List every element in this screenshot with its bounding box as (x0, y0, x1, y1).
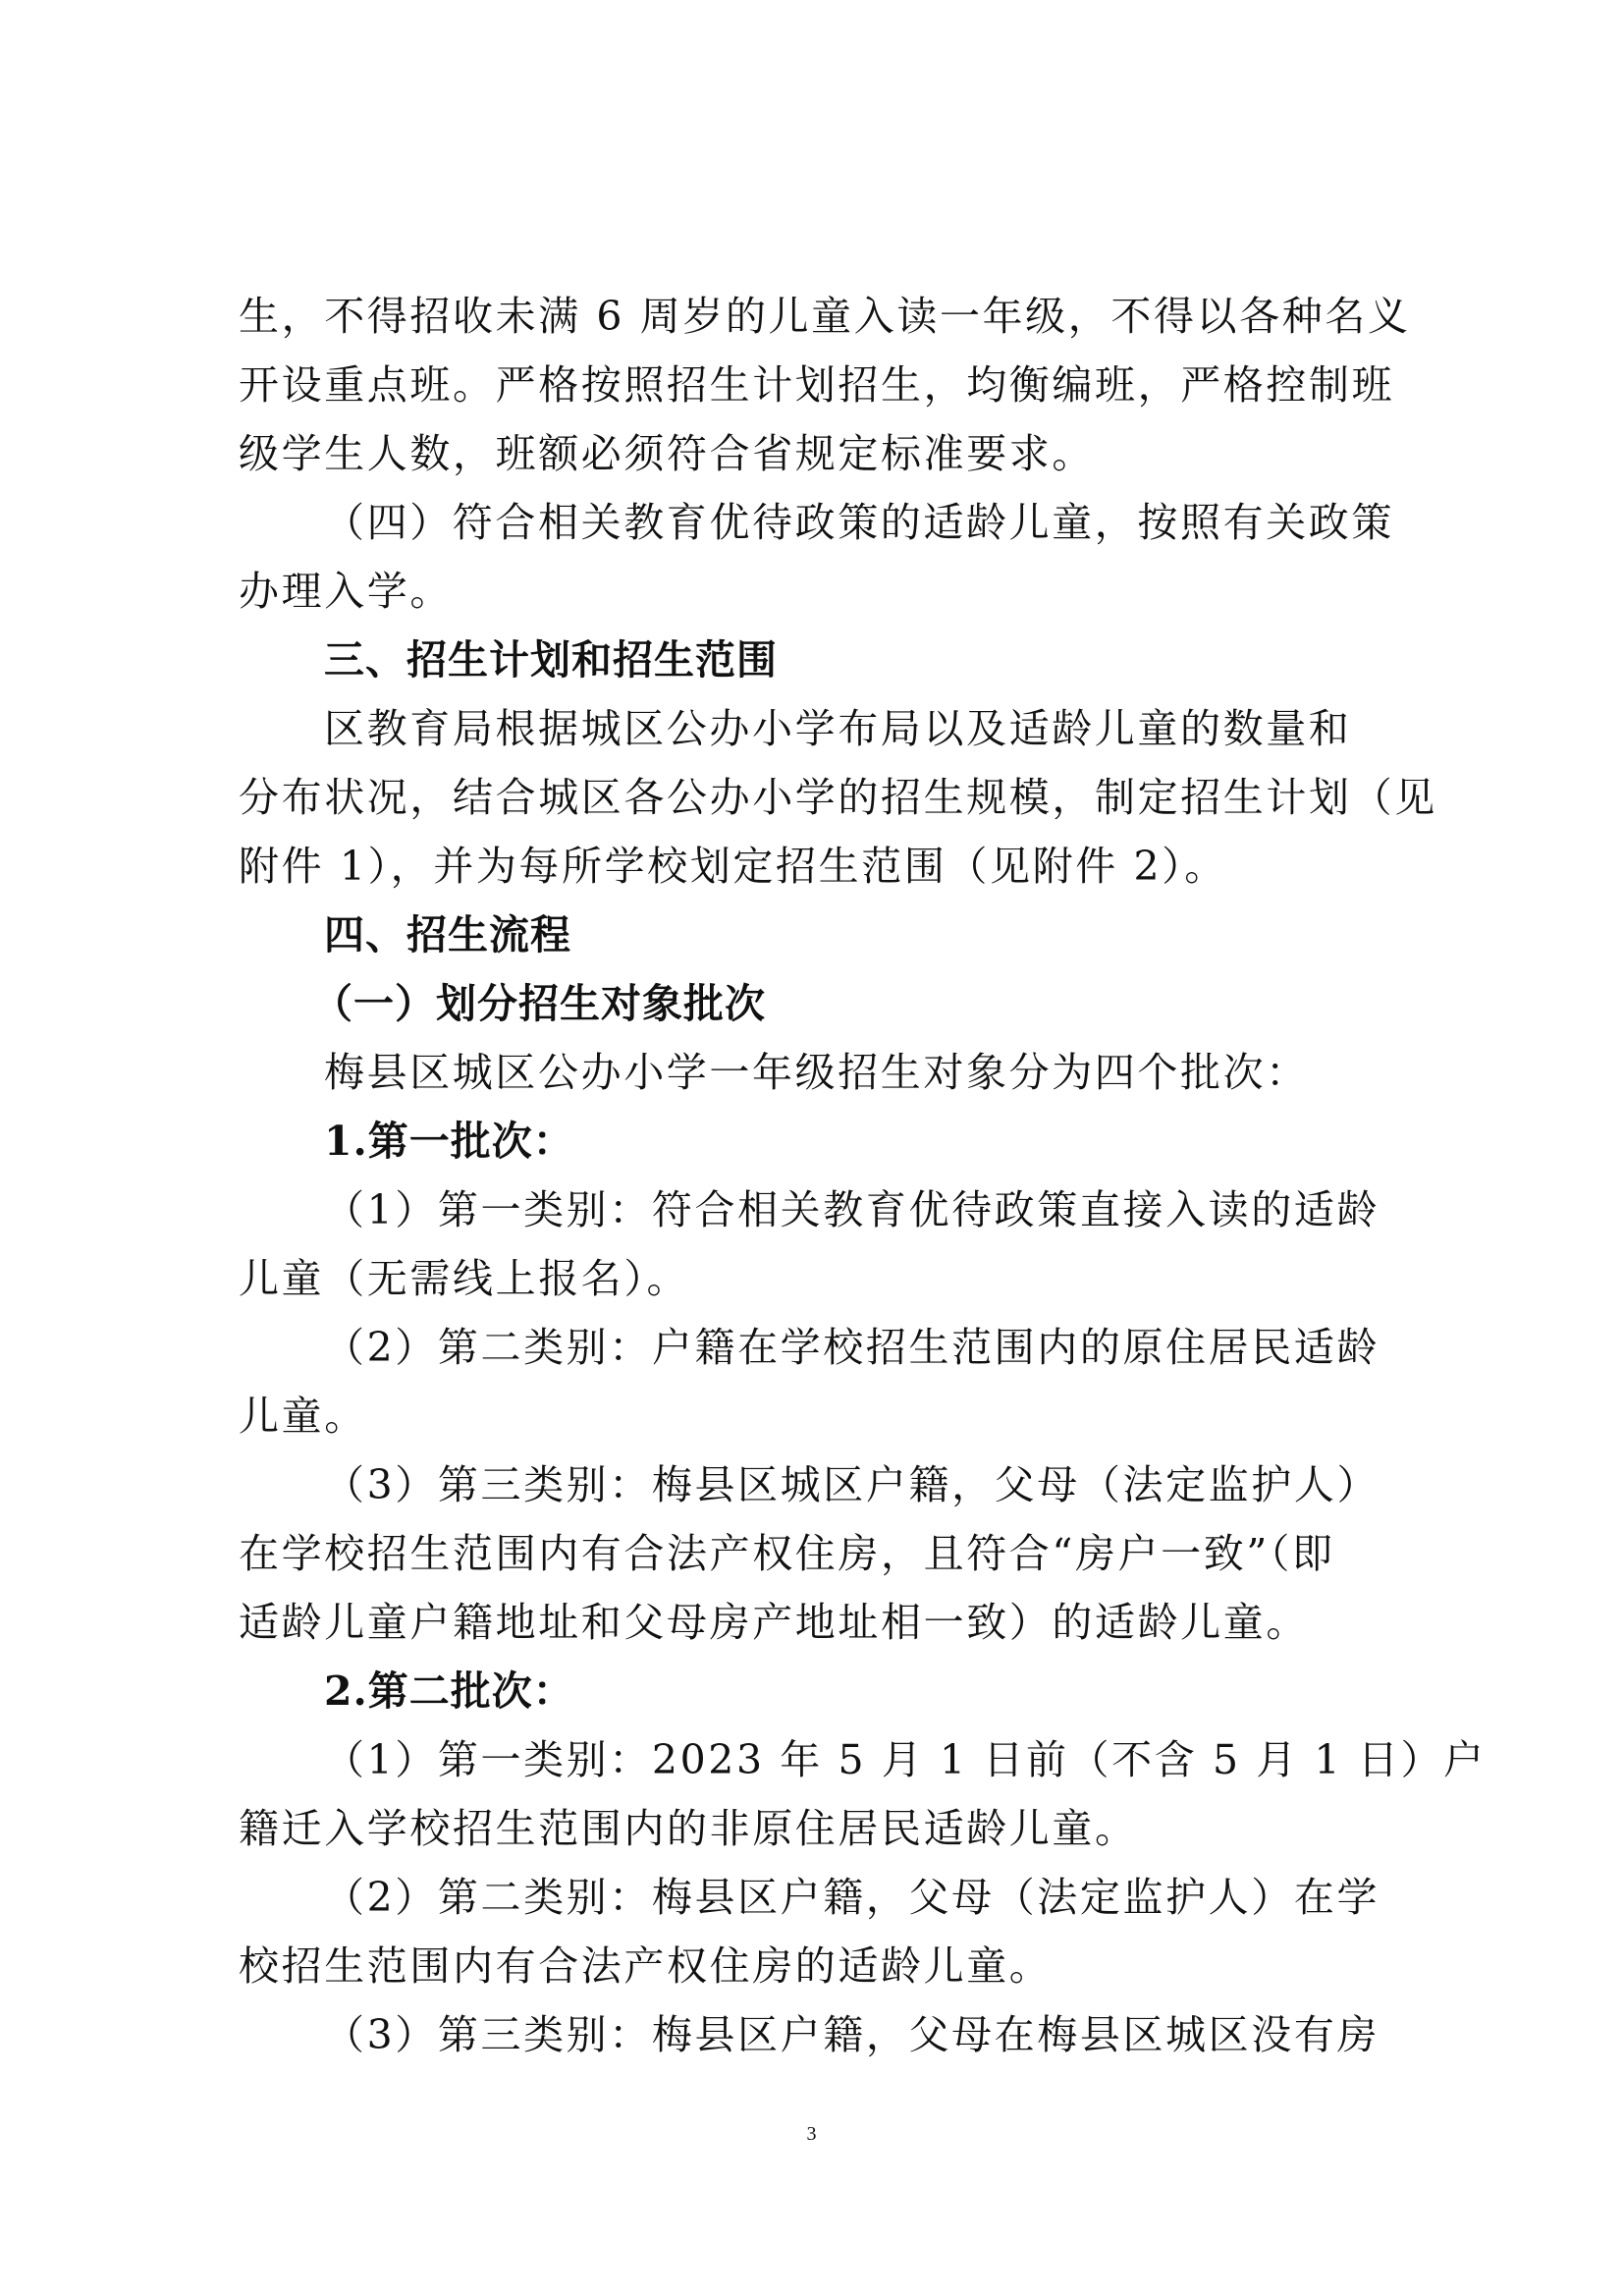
body-line: （1）第一类别：符合相关教育优待政策直接入读的适龄 (324, 1186, 1380, 1233)
body-line: 儿童。 (239, 1393, 367, 1440)
body-line: 办理入学。 (239, 568, 453, 615)
batch-heading-1: 1.第一批次： (324, 1118, 574, 1165)
body-line: 附件 1），并为每所学校划定招生范围（见附件 2）。 (239, 843, 1227, 890)
body-line: 分布状况，结合城区各公办小学的招生规模，制定招生计划（见 (239, 774, 1437, 821)
body-line: 开设重点班。严格按照招生计划招生，均衡编班，严格控制班 (239, 361, 1395, 409)
body-line: 在学校招生范围内有合法产权住房，且符合“房户一致”（即 (239, 1530, 1335, 1577)
body-line: （3）第三类别：梅县区城区户籍，父母（法定监护人） (324, 1461, 1380, 1508)
body-line: （2）第二类别：户籍在学校招生范围内的原住居民适龄 (324, 1324, 1380, 1371)
body-line: 籍迁入学校招生范围内的非原住居民适龄儿童。 (239, 1805, 1138, 1852)
body-line: 级学生人数，班额必须符合省规定标准要求。 (239, 430, 1095, 477)
body-line: 适龄儿童户籍地址和父母房产地址相一致）的适龄儿童。 (239, 1599, 1309, 1646)
body-line: （2）第二类别：梅县区户籍，父母（法定监护人）在学 (324, 1874, 1380, 1921)
section-heading-3: 三、招生计划和招生范围 (324, 636, 778, 683)
section-heading-4: 四、招生流程 (324, 911, 571, 958)
batch-heading-2: 2.第二批次： (324, 1667, 574, 1715)
body-line: （3）第三类别：梅县区户籍，父母在梅县区城区没有房 (324, 2011, 1380, 2058)
subsection-heading: （一）划分招生对象批次 (312, 980, 766, 1027)
document-body (239, 282, 1487, 2069)
body-line: 生，不得招收未满 6 周岁的儿童入读一年级，不得以各种名义 (239, 293, 1411, 340)
body-line: （1）第一类别：2023 年 5 月 1 日前（不含 5 月 1 日）户 (324, 1736, 1487, 1783)
body-line: 梅县区城区公办小学一年级招生对象分为四个批次： (324, 1049, 1309, 1096)
body-line: 儿童（无需线上报名）。 (239, 1255, 690, 1302)
body-line: 校招生范围内有合法产权住房的适龄儿童。 (239, 1942, 1053, 1990)
page-number: 3 (806, 2123, 817, 2145)
body-line: 区教育局根据城区公办小学布局以及适龄儿童的数量和 (324, 705, 1352, 752)
body-line: （四）符合相关教育优待政策的适龄儿童，按照有关政策 (324, 499, 1394, 546)
